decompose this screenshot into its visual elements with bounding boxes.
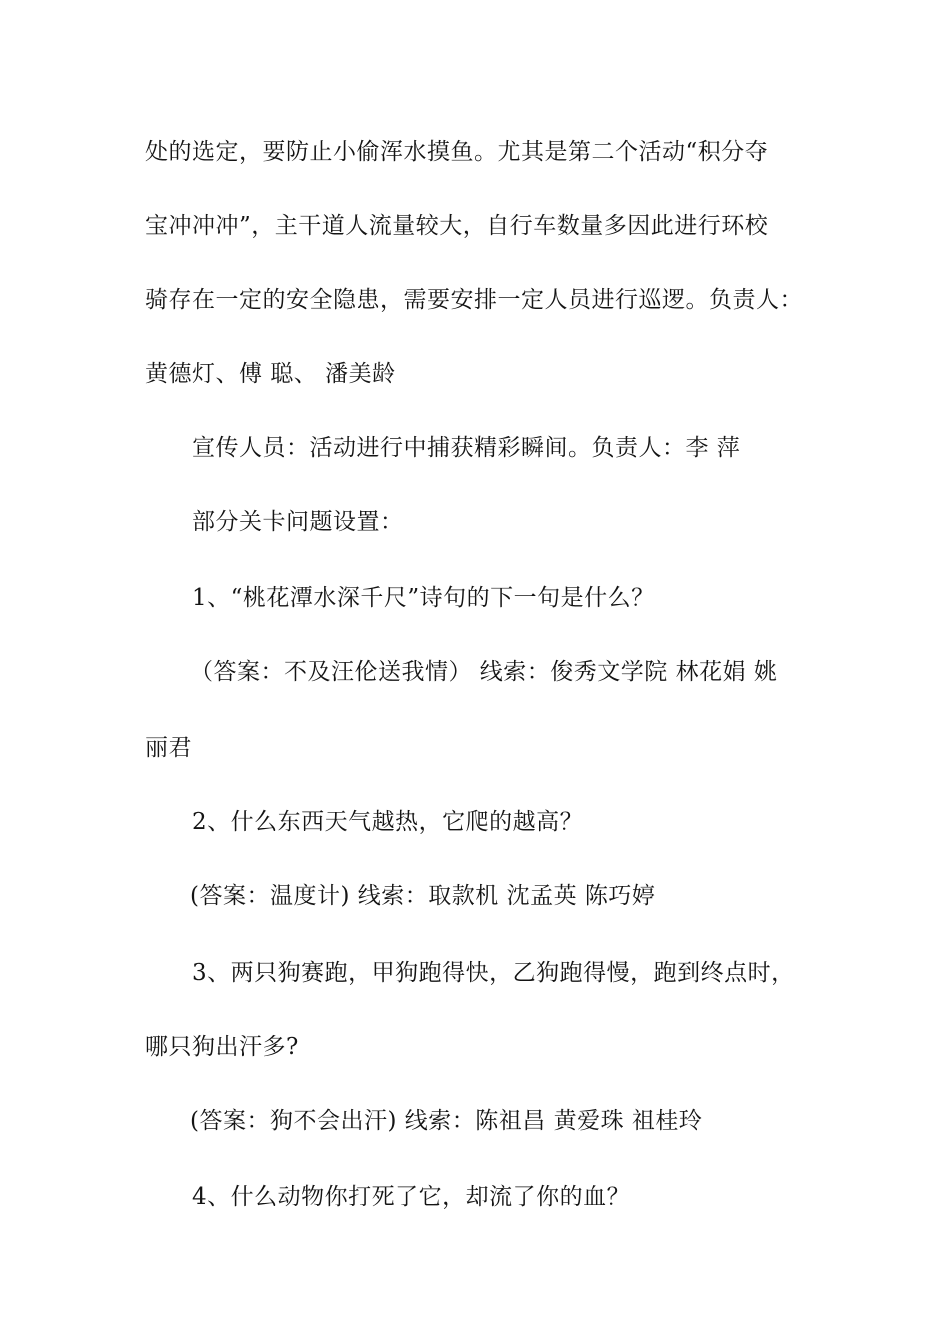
paragraph-line-2: 宝冲冲冲”，主干道人流量较大，自行车数量多因此进行环校 bbox=[145, 213, 769, 239]
question-2: 2、什么东西天气越热，它爬的越高？ bbox=[192, 809, 584, 835]
paragraph-line-4: 黄德灯、傅 聪、 潘美龄 bbox=[145, 361, 396, 387]
answer-3: (答案：狗不会出汗) 线索：陈祖昌 黄爱珠 祖桂玲 bbox=[190, 1108, 703, 1134]
section-heading: 部分关卡问题设置： bbox=[192, 509, 404, 535]
publicity-staff-line: 宣传人员：活动进行中捕获精彩瞬间。负责人：李 萍 bbox=[192, 435, 741, 461]
answer-1: （答案：不及汪伦送我情） 线索：俊秀文学院 林花娟 姚 bbox=[190, 659, 778, 685]
answer-1-continued: 丽君 bbox=[145, 735, 192, 761]
question-4: 4、什么动物你打死了它，却流了你的血？ bbox=[192, 1184, 631, 1210]
paragraph-line-3: 骑存在一定的安全隐患，需要安排一定人员进行巡逻。负责人： bbox=[145, 287, 803, 313]
answer-2: (答案：温度计) 线索：取款机 沈孟英 陈巧婷 bbox=[190, 883, 656, 909]
paragraph-line-1: 处的选定，要防止小偷浑水摸鱼。尤其是第二个活动“积分夺 bbox=[145, 139, 769, 165]
question-1: 1、“桃花潭水深千尺”诗句的下一句是什么？ bbox=[192, 585, 655, 611]
question-3-continued: 哪只狗出汗多? bbox=[145, 1034, 299, 1060]
question-3: 3、两只狗赛跑，甲狗跑得快，乙狗跑得慢，跑到终点时， bbox=[192, 960, 795, 986]
